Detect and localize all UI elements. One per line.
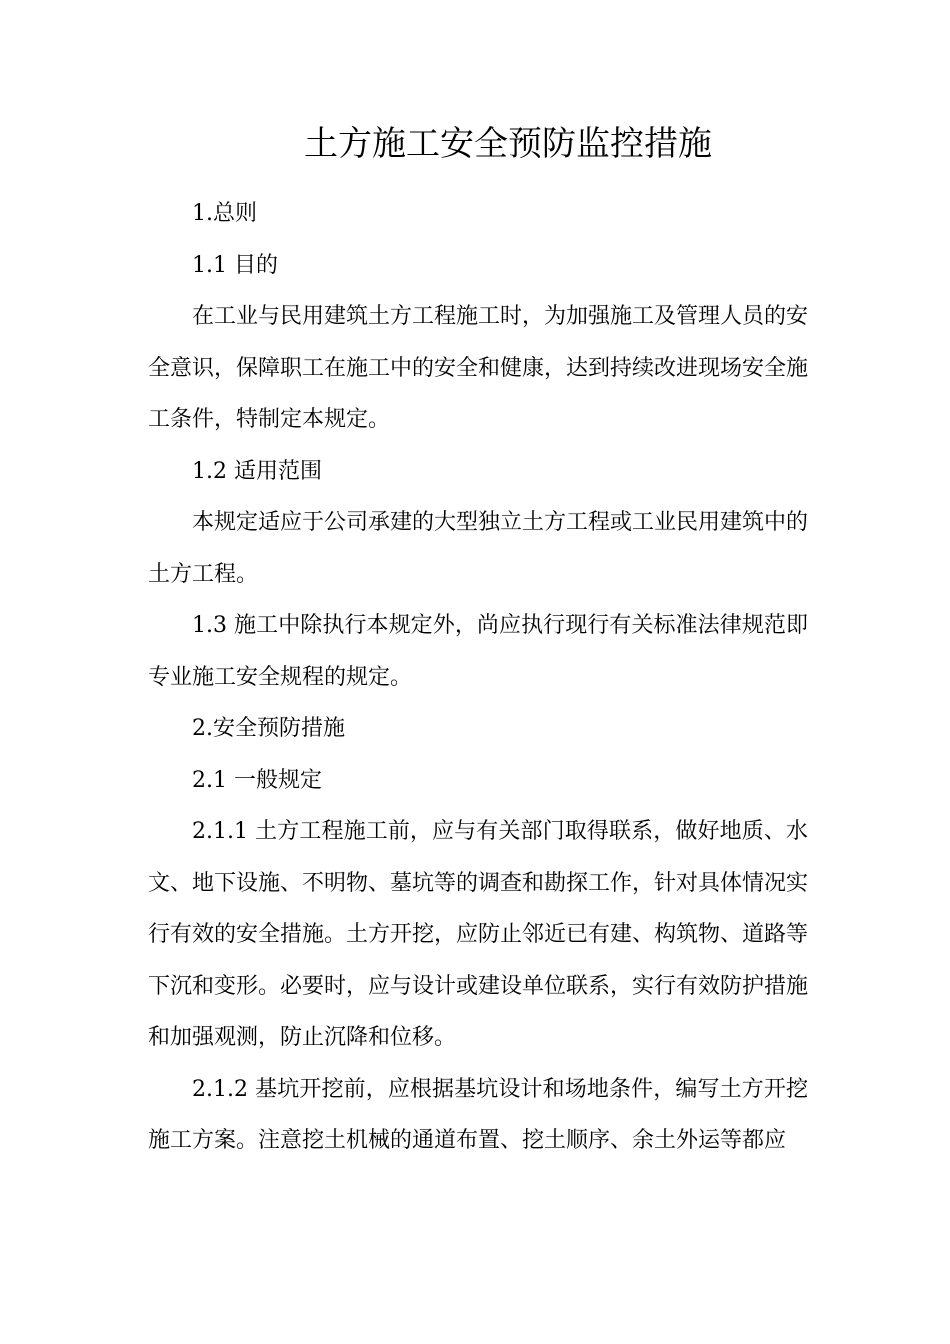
section-heading-general: 1.总则	[192, 201, 257, 226]
paragraph-standards: 1.3 施工中除执行本规定外，尚应执行现行有关标准法律规范即专业施工安全规程的规定。	[148, 613, 808, 690]
section-heading-safety-measures: 2.安全预防措施	[192, 716, 345, 741]
paragraph-purpose: 在工业与民用建筑土方工程施工时，为加强施工及管理人员的安全意识，保障职工在施工中的安全和健康，达到持续改进现场安全施工条件，特制定本规定。	[148, 304, 809, 432]
paragraph-scope: 本规定适应于公司承建的大型独立土方工程或工业民用建筑中的土方工程。	[148, 510, 809, 587]
paragraph-rule-2-1-2: 2.1.2 基坑开挖前，应根据基坑设计和场地条件，编写土方开挖施工方案。注意挖土机械的通道布置、挖土顺序、余土外运等都应	[148, 1076, 808, 1153]
section-heading-scope: 1.2 适用范围	[192, 458, 322, 484]
section-heading-general-rules: 2.1 一般规定	[192, 767, 322, 793]
paragraph-rule-2-1-1: 2.1.1 土方工程施工前，应与有关部门取得联系，做好地质、水文、地下设施、不明物、墓坑等的调查和勘探工作，针对具体情况实行有效的安全措施。土方开挖，应防止邻近已有建、构筑物、道路等下沉和变形。必要时，应与设计或建设单位联系，实行有效防护措施和加强观测，防止沉降和位移。	[148, 819, 809, 1050]
document-body	[148, 188, 808, 1167]
section-heading-purpose: 1.1 目的	[192, 252, 278, 278]
document-title: 土方施工安全预防监控措施	[304, 124, 712, 164]
